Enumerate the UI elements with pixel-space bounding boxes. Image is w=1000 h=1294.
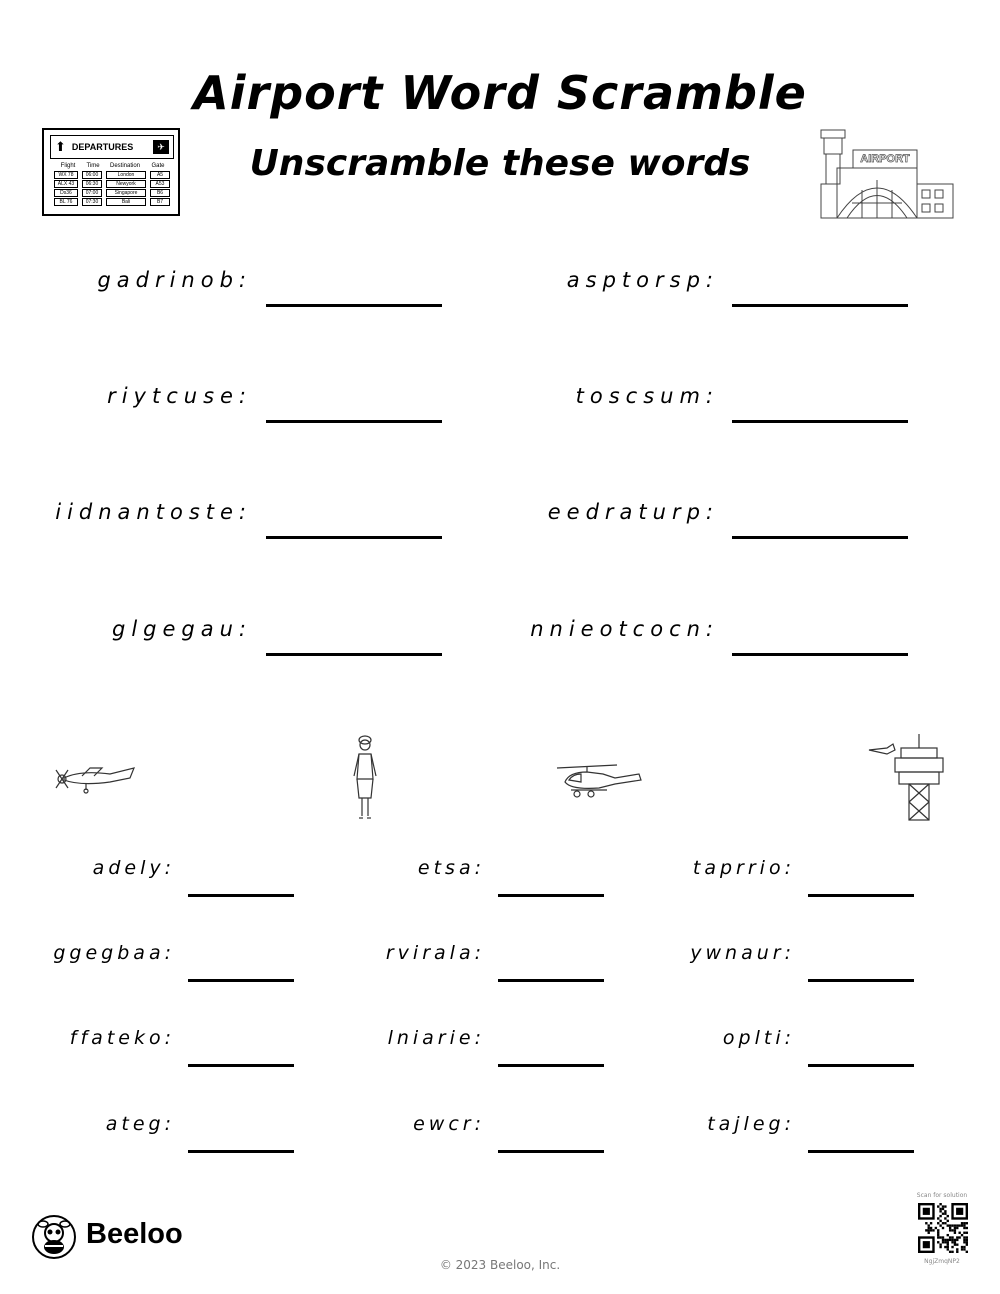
scrambled-word: ateg: — [105, 1113, 175, 1135]
scrambled-word: asptorsp: — [566, 268, 719, 292]
departure-cell: Ds36 — [54, 189, 78, 197]
scrambled-word: riytcuse: — [107, 384, 252, 408]
answer-line[interactable] — [498, 1064, 604, 1067]
scrambled-word: ffateko: — [69, 1027, 175, 1049]
answer-line[interactable] — [808, 1150, 914, 1153]
departure-cell: A53 — [150, 180, 170, 188]
departure-cell: B7 — [150, 198, 170, 206]
scrambled-word: ywnaur: — [690, 942, 795, 964]
copyright: © 2023 Beeloo, Inc. — [439, 1258, 561, 1272]
scrambled-word: lniarie: — [387, 1027, 485, 1049]
arrow-up-icon: ⬆ — [55, 139, 66, 154]
scrambled-word: ggegbaa: — [53, 942, 175, 964]
answer-line[interactable] — [732, 420, 908, 423]
qr-label-top: Scan for solution — [916, 1192, 968, 1199]
answer-line[interactable] — [266, 536, 442, 539]
scrambled-word: etsa: — [417, 857, 485, 879]
scrambled-word: tajleg: — [707, 1113, 795, 1135]
departures-header — [50, 135, 174, 159]
departure-row — [54, 171, 170, 179]
departure-cell: 06:30 — [82, 180, 102, 188]
departure-cell: WX 78 — [54, 171, 78, 179]
departure-cell: 06:00 — [82, 171, 102, 179]
scrambled-word: toscsum: — [575, 384, 719, 408]
col-time: Time — [86, 163, 100, 169]
scrambled-word: rvirala: — [385, 942, 485, 964]
departure-cell: ALX 43 — [54, 180, 78, 188]
answer-line[interactable] — [808, 894, 914, 897]
answer-line[interactable] — [266, 304, 442, 307]
answer-line[interactable] — [498, 979, 604, 982]
answer-line[interactable] — [808, 1064, 914, 1067]
answer-line[interactable] — [732, 536, 908, 539]
departure-cell: A5 — [150, 171, 170, 179]
control-tower-icon — [865, 732, 947, 822]
answer-line[interactable] — [498, 894, 604, 897]
airplane-icon — [50, 762, 138, 794]
departure-cell: 07:30 — [82, 198, 102, 206]
answer-line[interactable] — [188, 1064, 294, 1067]
bee-logo-icon — [31, 1214, 77, 1260]
answer-line[interactable] — [266, 653, 442, 656]
scrambled-word: adely: — [92, 857, 175, 879]
departure-cell: Newyork — [106, 180, 146, 188]
answer-line[interactable] — [808, 979, 914, 982]
qr-code[interactable] — [918, 1203, 968, 1253]
departure-cell: BL 76 — [54, 198, 78, 206]
departure-cell: 07:00 — [82, 189, 102, 197]
departure-cell: B6 — [150, 189, 170, 197]
flight-attendant-icon — [350, 734, 380, 822]
scrambled-word: taprrio: — [692, 857, 795, 879]
departure-row — [54, 180, 170, 188]
qr-code-id: NgjZmqNP2 — [924, 1258, 960, 1265]
scrambled-word: iidnantoste: — [55, 500, 252, 524]
plane-takeoff-icon: ✈ — [153, 140, 169, 154]
page-title: Airport Word Scramble — [193, 66, 807, 120]
airport-sign: AIRPORT — [860, 153, 910, 165]
answer-line[interactable] — [732, 304, 908, 307]
scrambled-word: glgegau: — [112, 617, 252, 641]
col-destination: Destination — [109, 163, 141, 169]
scrambled-word: oplti: — [722, 1027, 795, 1049]
answer-line[interactable] — [188, 979, 294, 982]
answer-line[interactable] — [188, 894, 294, 897]
helicopter-icon — [555, 760, 645, 800]
departures-title: DEPARTURES — [71, 142, 134, 152]
scrambled-word: eedraturp: — [547, 500, 719, 524]
departure-row — [54, 189, 170, 197]
col-flight: Flight — [60, 163, 76, 169]
answer-line[interactable] — [732, 653, 908, 656]
col-gate: Gate — [151, 163, 165, 169]
departure-cell: London — [106, 171, 146, 179]
departures-rows — [54, 171, 170, 207]
airport-building-icon — [817, 128, 957, 220]
scrambled-word: ewcr: — [413, 1113, 485, 1135]
departure-row — [54, 198, 170, 206]
brand-name: Beeloo — [86, 1218, 183, 1250]
answer-line[interactable] — [498, 1150, 604, 1153]
page-subtitle: Unscramble these words — [249, 143, 751, 184]
departure-cell: Bali — [106, 198, 146, 206]
scrambled-word: gadrinob: — [97, 268, 252, 292]
departures-columns — [54, 163, 170, 169]
departures-board — [42, 128, 180, 216]
scrambled-word: nnieotcocn: — [530, 617, 719, 641]
answer-line[interactable] — [188, 1150, 294, 1153]
answer-line[interactable] — [266, 420, 442, 423]
departure-cell: Singapore — [106, 189, 146, 197]
